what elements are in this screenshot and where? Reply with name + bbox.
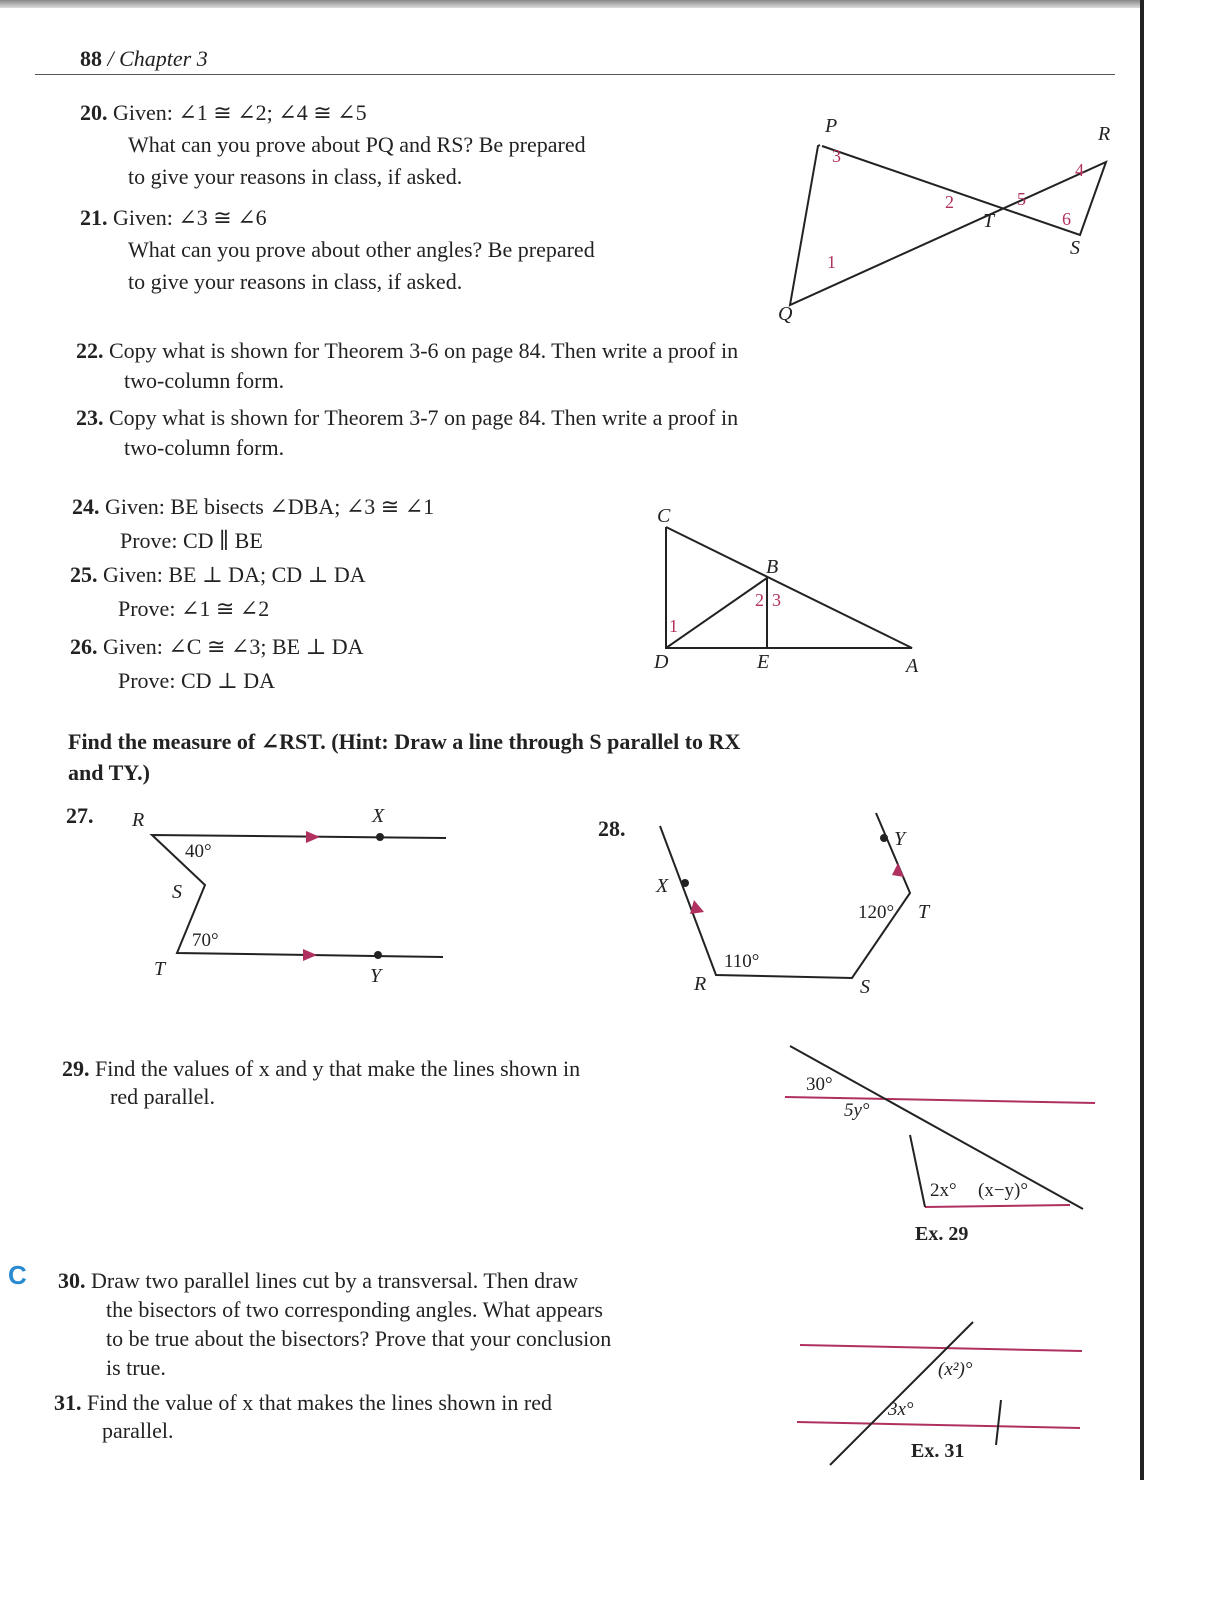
exercise-text: is true. — [106, 1355, 166, 1380]
exercise-text: parallel. — [102, 1418, 174, 1443]
exercise-number: 22. — [76, 338, 104, 363]
angle-label: 1 — [827, 252, 836, 272]
point-label: R — [1098, 123, 1111, 145]
exercise-text: two-column form. — [124, 435, 285, 460]
exercise-number: 30. — [58, 1268, 86, 1293]
svg-text:X: X — [656, 875, 669, 897]
point-label: P — [825, 115, 838, 137]
svg-text:1: 1 — [669, 616, 678, 636]
svg-text:Y: Y — [370, 965, 382, 987]
svg-text:(x²)°: (x²)° — [938, 1359, 973, 1380]
svg-text:X: X — [372, 805, 385, 827]
exercise-number: 29. — [62, 1056, 90, 1081]
exercise-text: Given: BE ⊥ DA; CD ⊥ DA — [103, 562, 366, 587]
ex27-number: 27. — [66, 803, 94, 828]
exercise-number: 26. — [70, 634, 98, 659]
figure-31 — [797, 1322, 1082, 1465]
svg-text:T: T — [918, 901, 930, 923]
exercise-text: What can you prove about PQ and RS? Be prepared — [128, 132, 586, 157]
svg-text:S: S — [860, 976, 870, 998]
point-label: T — [983, 210, 995, 232]
svg-text:D: D — [654, 651, 669, 673]
svg-text:Ex. 31: Ex. 31 — [911, 1440, 965, 1462]
figure-29 — [785, 1046, 1095, 1245]
angle-label: 5 — [1017, 189, 1026, 209]
exercise-number: 21. — [80, 205, 108, 230]
exercise-text: Find the values of x and y that make the lines shown in — [95, 1056, 581, 1081]
exercise-text: to give your reasons in class, if asked. — [128, 164, 463, 189]
exercise-text: red parallel. — [110, 1084, 216, 1109]
exercise-text: Copy what is shown for Theorem 3-7 on page 84. Then write a proof in — [109, 405, 739, 430]
exercise-text: Prove: CD ⊥ DA — [118, 668, 275, 693]
exercise-text: two-column form. — [124, 368, 285, 393]
exercise-number: 24. — [72, 494, 100, 519]
figure-24 — [653, 505, 919, 677]
instruction-line-1: Find the measure of ∠RST. (Hint: Draw a line through S parallel to RX — [68, 729, 741, 754]
svg-text:(x−y)°: (x−y)° — [978, 1180, 1028, 1201]
point-label: S — [1070, 237, 1080, 259]
exercise-text: Find the value of x that makes the lines shown in red — [87, 1390, 552, 1415]
svg-text:3x°: 3x° — [888, 1399, 914, 1420]
exercise-number: 20. — [80, 100, 108, 125]
svg-text:2: 2 — [755, 590, 764, 610]
exercise-text: Draw two parallel lines cut by a transversal. Then draw — [91, 1268, 579, 1293]
angle-label: 3 — [832, 146, 841, 166]
svg-text:70°: 70° — [192, 930, 219, 951]
svg-text:Y: Y — [894, 828, 906, 850]
exercise-number: 25. — [70, 562, 98, 587]
exercise-text: to give your reasons in class, if asked. — [128, 269, 463, 294]
exercise-text: What can you prove about other angles? Be prepared — [128, 237, 595, 262]
svg-text:120°: 120° — [858, 902, 895, 923]
figure-27 — [131, 805, 446, 987]
svg-text:3: 3 — [772, 590, 781, 610]
svg-text:40°: 40° — [185, 841, 212, 862]
exercise-text: Given: BE bisects ∠DBA; ∠3 ≅ ∠1 — [105, 494, 435, 519]
svg-text:B: B — [766, 556, 779, 578]
angle-label: 6 — [1062, 209, 1071, 229]
exercise-text: Prove: ∠1 ≅ ∠2 — [118, 596, 270, 621]
instruction-line-2: and TY.) — [68, 760, 150, 785]
svg-text:T: T — [154, 958, 166, 980]
exercise-number: 23. — [76, 405, 104, 430]
level-marker: C — [8, 1260, 27, 1290]
ex28-number: 28. — [598, 816, 626, 841]
svg-text:R: R — [132, 809, 145, 831]
point-label: Q — [778, 303, 793, 325]
exercise-text: the bisectors of two corresponding angles. What appears — [106, 1297, 603, 1322]
exercise-text: Prove: CD ∥ BE — [120, 528, 263, 553]
svg-text:110°: 110° — [724, 951, 760, 972]
exercise-text: Given: ∠C ≅ ∠3; BE ⊥ DA — [103, 634, 364, 659]
svg-text:A: A — [906, 655, 919, 677]
angle-label: 4 — [1075, 160, 1084, 180]
angle-label: 2 — [945, 192, 954, 212]
exercise-text: Copy what is shown for Theorem 3-6 on page 84. Then write a proof in — [109, 338, 739, 363]
exercise-number: 31. — [54, 1390, 82, 1415]
svg-text:Ex. 29: Ex. 29 — [915, 1223, 969, 1245]
page-header: 88 / Chapter 3 — [80, 46, 208, 71]
svg-text:5y°: 5y° — [844, 1100, 870, 1121]
exercise-text: to be true about the bisectors? Prove that your conclusion — [106, 1326, 612, 1351]
svg-text:E: E — [757, 651, 770, 673]
svg-text:30°: 30° — [806, 1074, 833, 1095]
figure-20 — [778, 115, 1110, 325]
svg-text:C: C — [657, 505, 671, 527]
exercise-text: Given: ∠1 ≅ ∠2; ∠4 ≅ ∠5 — [113, 100, 367, 125]
svg-text:S: S — [172, 881, 182, 903]
svg-text:2x°: 2x° — [930, 1180, 957, 1201]
svg-text:R: R — [694, 973, 707, 995]
figure-28 — [655, 813, 931, 998]
exercise-text: Given: ∠3 ≅ ∠6 — [113, 205, 267, 230]
